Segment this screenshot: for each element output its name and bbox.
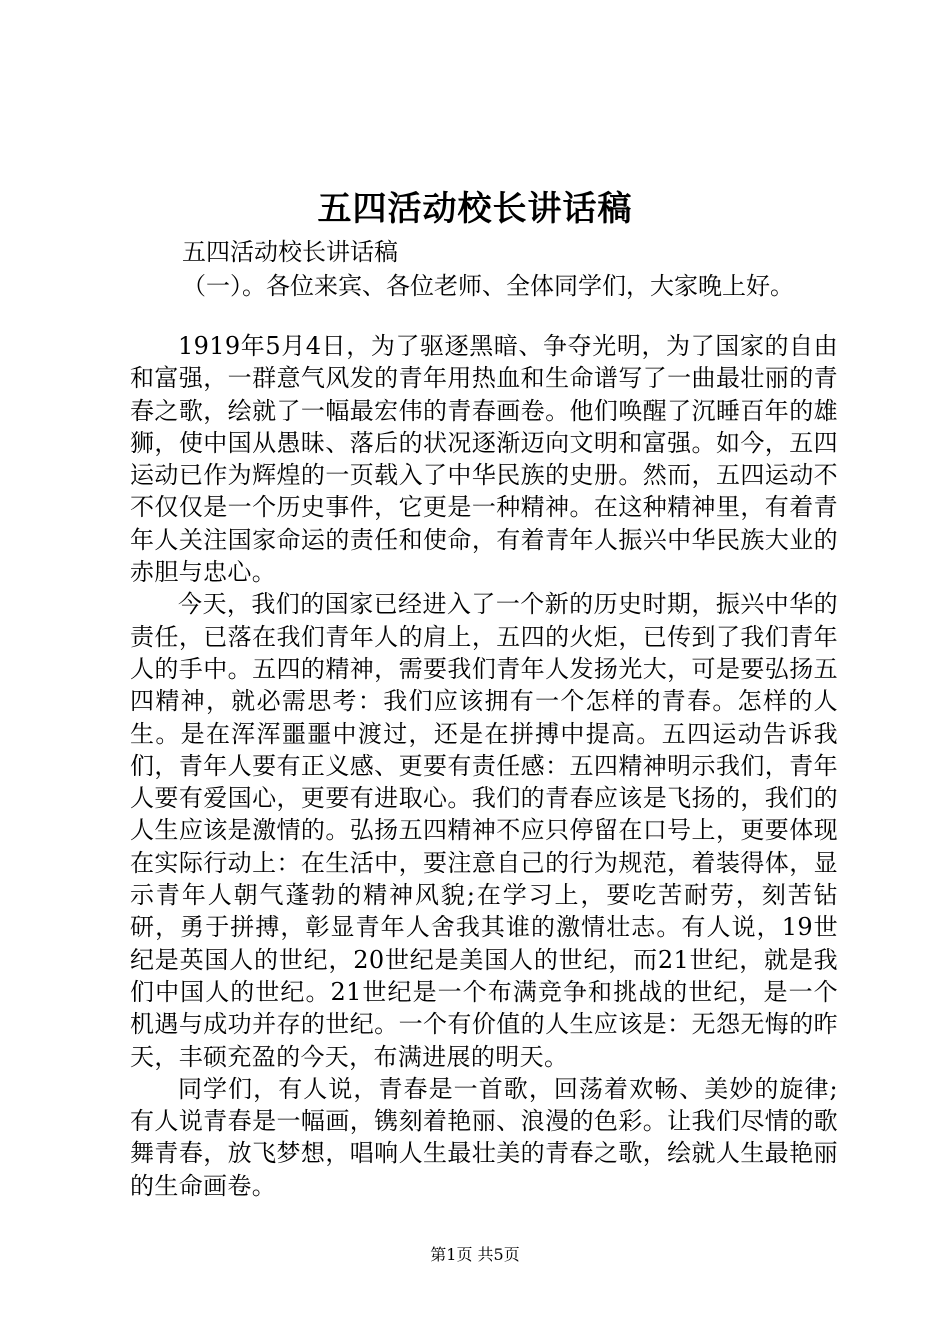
document-subtitle: 五四活动校长讲话稿 (182, 238, 398, 266)
paragraph-3: 同学们，有人说，青春是一首歌，回荡着欢畅、美妙的旋律;有人说青春是一幅画，镌刻着艳丽、浪漫的色彩。让我们尽情的歌舞青春，放飞梦想，唱响人生最壮美的青春之歌，绘就人生最艳丽的生命画卷。 (130, 1074, 838, 1200)
document-body (130, 330, 838, 1202)
greeting-line: （一）。各位来宾、各位老师、全体同学们，大家晚上好。 (182, 272, 794, 300)
paragraph-2: 今天，我们的国家已经进入了一个新的历史时期，振兴中华的责任，已落在我们青年人的肩上，五四的火炬，已传到了我们青年人的手中。五四的精神，需要我们青年人发扬光大，可是要弘扬五四精神，就必需思考：我们应该拥有一个怎样的青春。怎样的人生。是在浑浑噩噩中渡过，还是在拼搏中提高。五四运动告诉我们，青年人要有正义感、更要有责任感：五四精神明示我们，青年人要有爱国心，更要有进取心。我们的青春应该是飞扬的，我们的人生应该是激情的。弘扬五四精神不应只停留在口号上，更要体现在实际行动上：在生活中，要注意自己的行为规范，着装得体，显示青年人朝气蓬勃的精神风貌;在学习上，要吃苦耐劳，刻苦钻研，勇于拼搏，彰显青年人舍我其谁的激情壮志。有人说，19世纪是英国人的世纪，20世纪是美国人的世纪，而21世纪，就是我们中国人的世纪。21世纪是一个布满竞争和挑战的世纪，是一个机遇与成功并存的世纪。一个有价值的人生应该是：无怨无悔的昨天，丰硕充盈的今天，布满进展的明天。 (130, 590, 838, 1071)
paragraph-1: 1919年5月4日，为了驱逐黑暗、争夺光明，为了国家的自由和富强，一群意气风发的青年用热血和生命谱写了一曲最壮丽的青春之歌，绘就了一幅最宏伟的青春画卷。他们唤醒了沉睡百年的雄狮，使中国从愚昧、落后的状况逐渐迈向文明和富强。如今，五四运动已作为辉煌的一页载入了中华民族的史册。然而，五四运动不不仅仅是一个历史事件，它更是一种精神。在这种精神里，有着青年人关注国家命运的责任和使命，有着青年人振兴中华民族大业的赤胆与忠心。 (130, 332, 838, 587)
document-title: 五四活动校长讲话稿 (317, 189, 633, 229)
page-number-footer: 第1页 共5页 (430, 1245, 520, 1264)
